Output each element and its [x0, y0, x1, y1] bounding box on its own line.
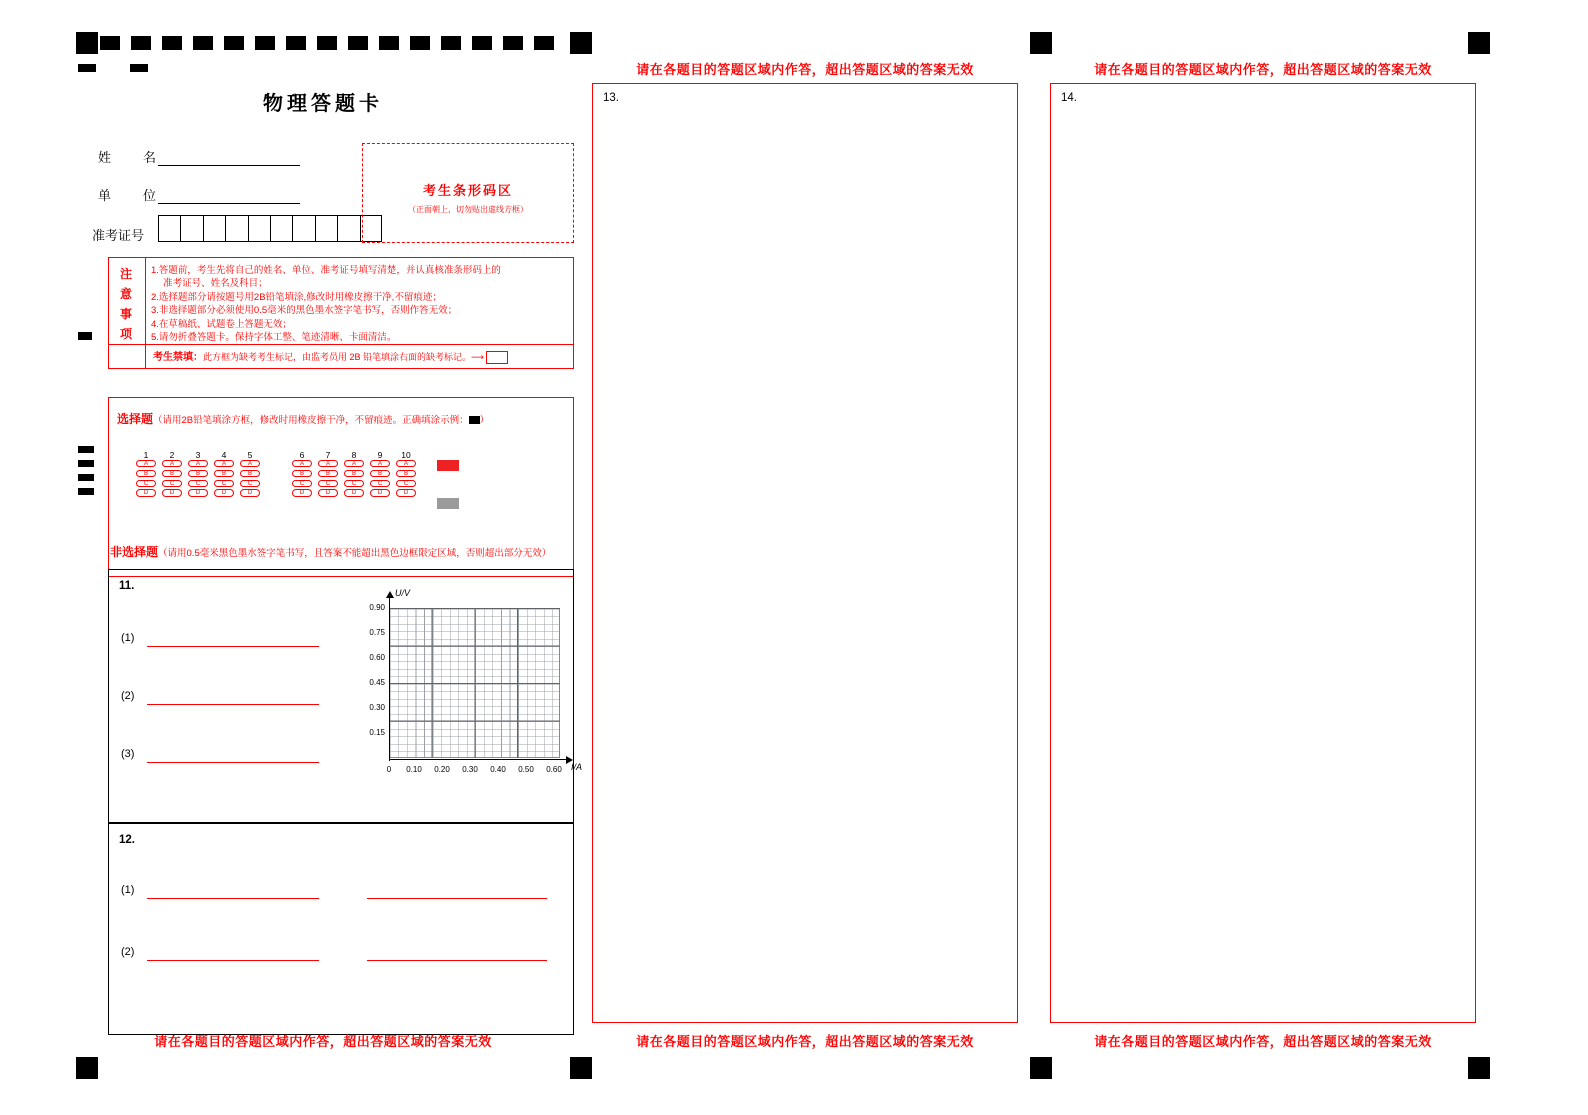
bubble-D[interactable]: D — [214, 489, 234, 496]
corner-mark-bottom-left — [76, 1057, 98, 1079]
arrow-icon: ⟶ — [471, 351, 484, 362]
name-label: 姓 名 — [98, 150, 159, 165]
corner-mark-top-right-left-col — [570, 32, 592, 54]
ticket-digit-cell[interactable] — [248, 215, 270, 242]
bubble-B[interactable]: B — [370, 470, 390, 477]
bubble-B[interactable]: B — [318, 470, 338, 477]
bubble-B[interactable]: B — [136, 470, 156, 477]
ticket-label: 准考证号 — [92, 228, 145, 243]
graph-y-axis — [389, 598, 390, 761]
ticket-digit-cell[interactable] — [180, 215, 202, 242]
question-11-answer-line-2[interactable] — [147, 704, 319, 705]
bubble-question-number: 1 — [143, 450, 149, 460]
graph-x-tick: 0 — [386, 765, 392, 774]
graph-x-axis-label: I/A — [571, 762, 583, 772]
bubble-question-number: 6 — [299, 450, 305, 460]
graph-x-tick: 0.20 — [434, 765, 450, 774]
calibration-swatch-red — [437, 460, 459, 471]
ticket-digit-cell[interactable] — [337, 215, 359, 242]
bubble-B[interactable]: B — [240, 470, 260, 477]
question-11-sub-3: (3) — [121, 748, 135, 760]
bubble-column[interactable] — [133, 450, 159, 499]
corner-mark-top-left — [76, 32, 98, 54]
bubble-column[interactable] — [341, 450, 367, 499]
question-14-number: 14. — [1061, 92, 1077, 104]
question-11-number: 11. — [119, 580, 135, 592]
middle-column-header-warning: 请在各题目的答题区域内作答，超出答题区域的答案无效 — [636, 63, 974, 78]
bubble-D[interactable]: D — [396, 489, 416, 496]
question-12-box[interactable] — [108, 823, 574, 1035]
bubble-column[interactable] — [159, 450, 185, 499]
graph-y-tick: 0.15 — [369, 728, 385, 737]
bubble-column[interactable] — [185, 450, 211, 499]
ticket-number-boxes[interactable] — [158, 215, 382, 242]
column-right — [1046, 55, 1480, 1055]
bubble-C[interactable]: C — [162, 480, 182, 487]
answer-bubbles-right[interactable] — [289, 450, 419, 499]
corner-mark-top-mid — [1030, 32, 1052, 54]
question-11-answer-line-3[interactable] — [147, 762, 319, 763]
question-11-box[interactable] — [108, 569, 583, 823]
question-12-answer-line-2a[interactable] — [147, 960, 319, 961]
question-12-sub-2: (2) — [121, 946, 135, 958]
question-11-sub-1: (1) — [121, 632, 135, 644]
question-12-answer-line-1b[interactable] — [367, 898, 547, 899]
question-11-sub-2: (2) — [121, 690, 135, 702]
corner-mark-top-right — [1468, 32, 1490, 54]
bubble-column[interactable] — [315, 450, 341, 499]
question-11-answer-line-1[interactable] — [147, 646, 319, 647]
bubble-question-number: 10 — [401, 450, 411, 460]
choice-section-title: 选择题（请用2B铅笔填涂方框，修改时用橡皮擦干净，不留痕迹。正确填涂示例： ） — [117, 412, 490, 426]
timing-strip-top — [100, 36, 562, 50]
barcode-zone — [362, 143, 574, 243]
left-column-footer-warning: 请在各题目的答题区域内作答，超出答题区域的答案无效 — [154, 1035, 492, 1050]
bubble-column[interactable] — [289, 450, 315, 499]
bubble-C[interactable]: C — [214, 480, 234, 487]
bubble-B[interactable]: B — [214, 470, 234, 477]
notice-item: 2.选择题部分请按题号用2B铅笔填涂,修改时用橡皮擦干净,不留痕迹； — [151, 291, 442, 303]
bubble-B[interactable]: B — [396, 470, 416, 477]
question-13-number: 13. — [603, 92, 619, 104]
answer-bubbles-left[interactable] — [133, 450, 263, 499]
ticket-digit-cell[interactable] — [270, 215, 292, 242]
bubble-question-number: 9 — [377, 450, 383, 460]
bubble-question-number: 4 — [221, 450, 227, 460]
bubble-D[interactable]: D — [188, 489, 208, 496]
graph-x-tick: 0.30 — [462, 765, 478, 774]
uv-ia-graph — [347, 584, 583, 810]
ticket-digit-cell[interactable] — [203, 215, 225, 242]
notice-item: 4.在草稿纸、试题卷上答题无效； — [151, 318, 292, 330]
right-column-footer-warning: 请在各题目的答题区域内作答，超出答题区域的答案无效 — [1094, 1035, 1432, 1050]
graph-y-tick: 0.60 — [369, 653, 385, 662]
fill-example-icon — [469, 416, 480, 424]
unit-input[interactable] — [158, 203, 300, 204]
notice-list — [151, 264, 569, 344]
bubble-A[interactable]: A — [136, 460, 156, 467]
bubble-column[interactable] — [367, 450, 393, 499]
bubble-D[interactable]: D — [240, 489, 260, 496]
bubble-B[interactable]: B — [188, 470, 208, 477]
bubble-A[interactable]: A — [162, 460, 182, 467]
graph-y-tick: 0.30 — [369, 703, 385, 712]
corner-mark-bottom-mid-right — [1030, 1057, 1052, 1079]
bubble-A[interactable]: A — [318, 460, 338, 467]
unit-label: 单 位 — [98, 188, 159, 203]
bubble-A[interactable]: A — [240, 460, 260, 467]
forbid-text: 此方框为缺考考生标记，由监考员用 2B 铅笔填涂右面的缺考标记。 — [203, 351, 472, 362]
bubble-D[interactable]: D — [162, 489, 182, 496]
middle-column-footer-warning: 请在各题目的答题区域内作答，超出答题区域的答案无效 — [636, 1035, 974, 1050]
notice-item: 3.非选择题部分必须使用0.5毫米的黑色墨水签字笔书写，否则作答无效； — [151, 305, 458, 317]
graph-x-tick: 0.60 — [546, 765, 562, 774]
ticket-digit-cell[interactable] — [315, 215, 337, 242]
notice-item: 准考证号、姓名及科目； — [151, 278, 268, 290]
question-12-answer-line-2b[interactable] — [367, 960, 547, 961]
bubble-B[interactable]: B — [344, 470, 364, 477]
bubble-C[interactable]: C — [240, 480, 260, 487]
bubble-question-number: 5 — [247, 450, 253, 460]
column-middle — [588, 55, 1022, 1055]
calibration-swatch-gray — [437, 498, 459, 509]
graph-x-tick: 0.50 — [518, 765, 534, 774]
bubble-D[interactable]: D — [136, 489, 156, 496]
notice-item: 5.请勿折叠答题卡。保持字体工整、笔迹清晰、卡面清洁。 — [151, 332, 397, 344]
column-left — [76, 55, 583, 1055]
bubble-column[interactable] — [393, 450, 419, 499]
notice-separator — [109, 344, 573, 345]
bubble-B[interactable]: B — [162, 470, 182, 477]
bubble-C[interactable]: C — [292, 480, 312, 487]
page-title: 物理答题卡 — [263, 91, 383, 115]
corner-mark-bottom-mid-left — [570, 1057, 592, 1079]
question-12-sub-1: (1) — [121, 884, 135, 896]
name-input[interactable] — [158, 165, 300, 166]
bubble-C[interactable]: C — [318, 480, 338, 487]
notice-item: 1.答题前，考生先将自己的姓名、单位、准考证号填写清楚，并认真核准条形码上的 — [151, 265, 501, 276]
bubble-question-number: 2 — [169, 450, 175, 460]
bubble-D[interactable]: D — [370, 489, 390, 496]
bubble-A[interactable]: A — [214, 460, 234, 467]
absent-mark-box[interactable] — [486, 351, 508, 364]
bubble-C[interactable]: C — [396, 480, 416, 487]
ticket-digit-cell[interactable] — [158, 215, 180, 242]
right-column-header-warning: 请在各题目的答题区域内作答，超出答题区域的答案无效 — [1094, 63, 1432, 78]
bubble-C[interactable]: C — [188, 480, 208, 487]
notice-label: 注 意 事 项 — [119, 267, 132, 341]
bubble-C[interactable]: C — [370, 480, 390, 487]
bubble-question-number: 7 — [325, 450, 331, 460]
question-12-answer-line-1a[interactable] — [147, 898, 319, 899]
bubble-column[interactable] — [237, 450, 263, 499]
question-14-box[interactable] — [1050, 83, 1476, 1023]
bubble-B[interactable]: B — [292, 470, 312, 477]
absent-mark-row — [109, 348, 573, 364]
barcode-title: 考生条形码区 — [422, 183, 513, 198]
barcode-subtitle: （正面朝上，切勿贴出虚线方框） — [408, 205, 528, 214]
corner-mark-bottom-right — [1468, 1057, 1490, 1079]
bubble-D[interactable]: D — [292, 489, 312, 496]
bubble-A[interactable]: A — [188, 460, 208, 467]
question-12-number: 12. — [119, 834, 135, 846]
ticket-digit-cell[interactable] — [292, 215, 314, 242]
graph-y-tick: 0.45 — [369, 678, 385, 687]
free-section-title: 非选择题（请用0.5毫米黑色墨水签字笔书写，且答案不能超出黑色边框限定区域，否则超出部分无效） — [110, 545, 552, 559]
graph-major-grid — [389, 608, 560, 758]
bubble-D[interactable]: D — [318, 489, 338, 496]
notice-box — [108, 257, 574, 369]
forbid-title: 考生禁填： — [153, 351, 203, 363]
graph-x-axis — [389, 759, 567, 760]
bubble-column[interactable] — [211, 450, 237, 499]
ticket-digit-cell[interactable] — [225, 215, 247, 242]
graph-y-axis-label: U/V — [395, 588, 411, 598]
graph-x-tick: 0.40 — [490, 765, 506, 774]
bubble-question-number: 8 — [351, 450, 357, 460]
graph-y-tick: 0.75 — [369, 628, 385, 637]
bubble-D[interactable]: D — [344, 489, 364, 496]
bubble-C[interactable]: C — [136, 480, 156, 487]
bubble-A[interactable]: A — [344, 460, 364, 467]
question-13-box[interactable] — [592, 83, 1018, 1023]
graph-x-tick: 0.10 — [406, 765, 422, 774]
bubble-A[interactable]: A — [370, 460, 390, 467]
graph-y-tick: 0.90 — [369, 603, 385, 612]
bubble-A[interactable]: A — [292, 460, 312, 467]
graph-y-axis-arrow-icon — [386, 591, 394, 598]
bubble-C[interactable]: C — [344, 480, 364, 487]
bubble-A[interactable]: A — [396, 460, 416, 467]
bubble-question-number: 3 — [195, 450, 201, 460]
